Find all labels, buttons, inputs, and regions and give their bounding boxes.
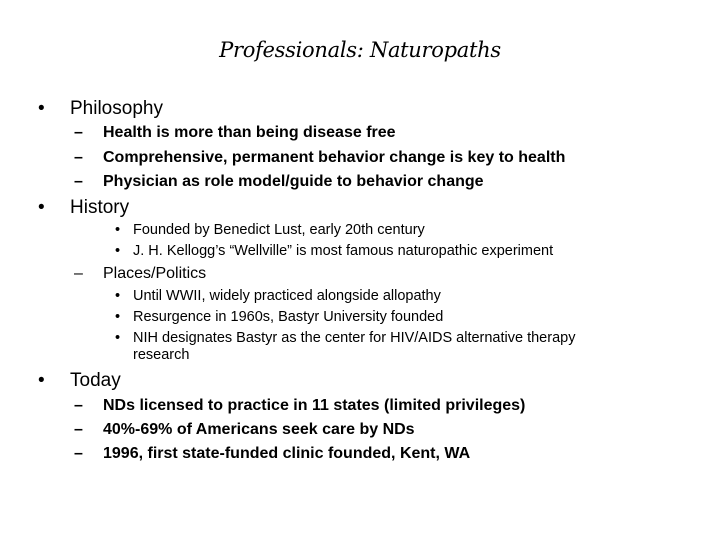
philosophy-item: Comprehensive, permanent behavior change is key to health [103,149,566,166]
dash-marker: – [74,265,83,282]
places-item: NIH designates Bastyr as the center for HIV/AIDS alternative therapy [133,330,576,346]
small-bullet-marker: • [115,309,121,325]
bullet-marker: • [38,197,45,218]
small-bullet-marker: • [115,243,121,259]
places-item: Resurgence in 1960s, Bastyr University founded [133,309,444,325]
philosophy-item: Health is more than being disease free [103,124,396,141]
small-bullet-marker: • [115,288,121,304]
places-politics-heading: Places/Politics [103,265,207,282]
bullet-marker: • [38,370,45,391]
history-item: Founded by Benedict Lust, early 20th century [133,222,425,238]
history-item: J. H. Kellogg’s “Wellville” is most famous naturopathic experiment [133,243,554,259]
philosophy-item: Physician as role model/guide to behavior change [103,173,484,190]
today-item: 40%-69% of Americans seek care by NDs [103,421,415,438]
today-heading: Today [70,370,121,391]
dash-marker: – [74,173,83,190]
history-heading: History [70,197,130,218]
dash-marker: – [74,124,83,141]
slide-title: Professionals: Naturopaths [219,38,501,62]
dash-marker: – [74,445,83,462]
dash-marker: – [74,149,83,166]
today-item: NDs licensed to practice in 11 states (limited privileges) [103,397,526,414]
philosophy-heading: Philosophy [70,98,163,119]
small-bullet-marker: • [115,222,121,238]
places-item-continued: research [133,347,190,363]
dash-marker: – [74,397,83,414]
dash-marker: – [74,421,83,438]
today-item: 1996, first state-funded clinic founded, Kent, WA [103,445,471,462]
small-bullet-marker: • [115,330,121,346]
bullet-marker: • [38,98,45,119]
places-item: Until WWII, widely practiced alongside allopathy [133,288,441,304]
